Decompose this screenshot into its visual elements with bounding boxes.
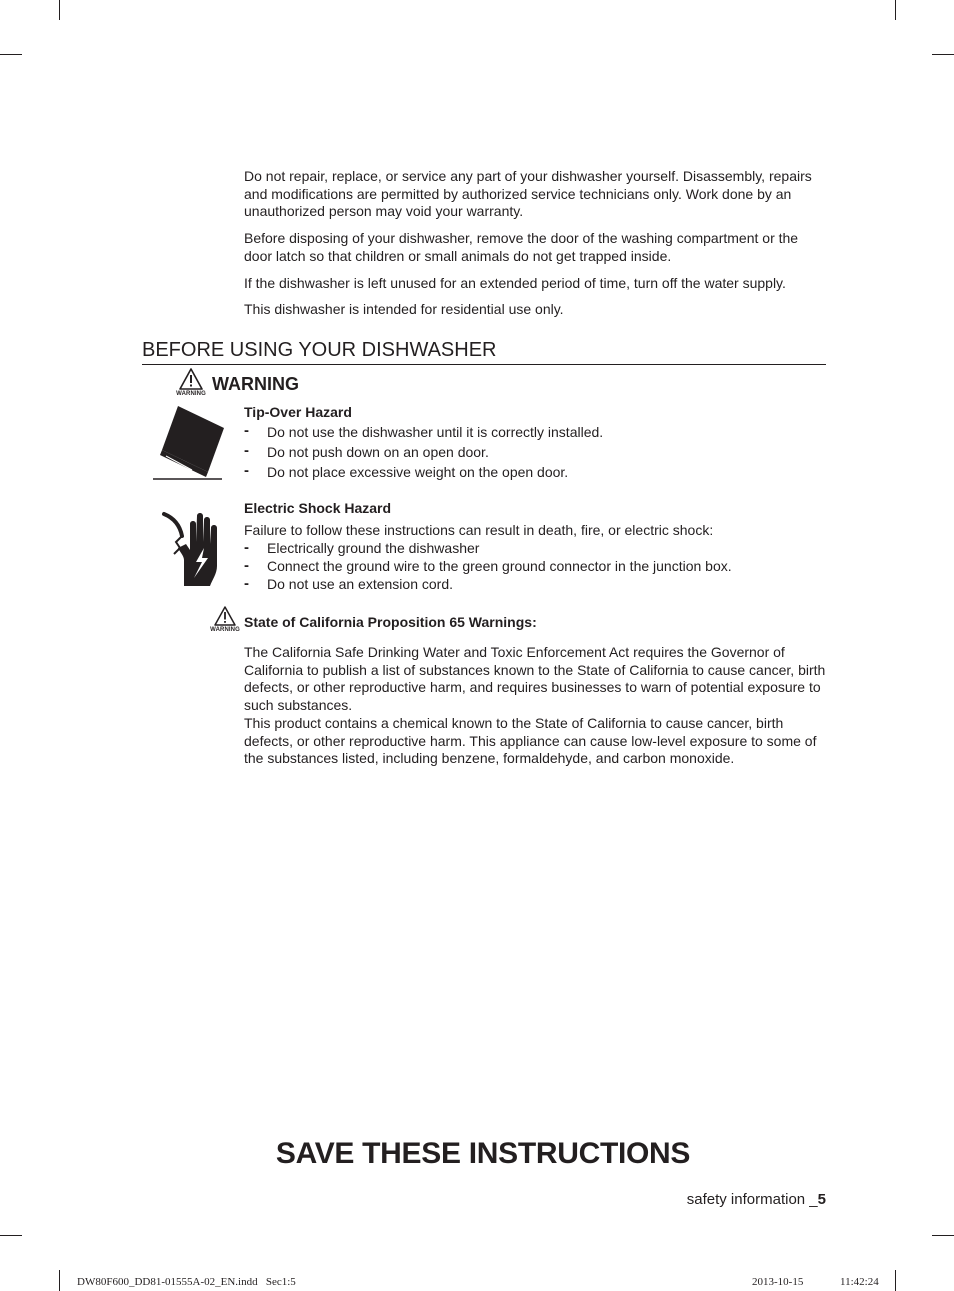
warning-label: WARNING (212, 374, 299, 394)
crop-mark (895, 0, 896, 20)
save-instructions-title: SAVE THESE INSTRUCTIONS (275, 1137, 691, 1170)
crop-mark (0, 1235, 22, 1236)
crop-mark (895, 1270, 896, 1291)
intro-paragraph: If the dishwasher is left unused for an extended period of time, turn off the water supply. (244, 275, 786, 291)
tip-over-list (244, 422, 834, 482)
prop65-paragraph: This product contains a chemical known to the State of California to cause cancer, birth defects, or other reproductive harm. This appliance can cause low-level exposure to some of the substances listed, including benzene, formaldehyde, and carbon monoxide. (244, 715, 817, 767)
crop-mark (0, 54, 22, 55)
intro-paragraph: Do not repair, replace, or service any part of your dishwasher yourself. Disassembly, repairs and modifications are permitted by authorized service technicians only. Work done by an unauthorized person may void your warranty. (244, 168, 812, 220)
intro-paragraph: This dishwasher is intended for residential use only. (244, 301, 564, 317)
list-item: - Do not use the dishwasher until it is correctly installed. (244, 422, 834, 442)
page-number: 5 (817, 1191, 826, 1208)
dishwasher-tip-over-icon (152, 404, 230, 482)
intro-paragraph: Before disposing of your dishwasher, remove the door of the washing compartment or the door latch so that children or small animals do not get trapped inside. (244, 230, 799, 264)
warning-triangle-icon (172, 368, 210, 400)
section-title: BEFORE USING YOUR DISHWASHER (142, 338, 826, 365)
prop65-heading: State of California Proposition 65 Warnings: (244, 614, 537, 630)
electric-shock-hand-icon (160, 508, 222, 588)
list-item: - Do not use an extension cord. (244, 576, 834, 594)
crop-mark (59, 0, 60, 20)
slug-date: 2013-10-15 (752, 1276, 804, 1288)
warning-icon-caption: WARNING (176, 391, 206, 397)
tip-over-heading: Tip-Over Hazard (244, 404, 352, 420)
slug-file: DW80F600_DD81-01555A-02_EN.indd Sec1:5 (77, 1276, 296, 1288)
electric-shock-list (244, 540, 834, 593)
page-footer (687, 1191, 826, 1209)
footer-section-label: safety information _ (686, 1191, 818, 1208)
warning-triangle-icon (207, 606, 243, 638)
list-item: - Electrically ground the dishwasher (244, 540, 834, 558)
crop-mark (59, 1270, 60, 1291)
crop-mark (932, 1235, 954, 1236)
electric-shock-heading: Electric Shock Hazard (244, 500, 392, 516)
electric-shock-intro: Failure to follow these instructions can result in death, fire, or electric shock: (244, 522, 714, 538)
warning-icon-caption: WARNING (210, 627, 240, 633)
list-item: - Do not push down on an open door. (244, 442, 834, 462)
prop65-paragraph: The California Safe Drinking Water and Toxic Enforcement Act requires the Governor of California to publish a list of substances known to the State of California to cause cancer, birth defects, or other reproductive harm, and requires businesses to warn of potential exposure to such substances. (244, 644, 826, 713)
slug-time: 11:42:24 (840, 1276, 879, 1288)
crop-mark (932, 54, 954, 55)
list-item: - Do not place excessive weight on the open door. (244, 462, 834, 482)
list-item: - Connect the ground wire to the green ground connector in the junction box. (244, 558, 834, 576)
